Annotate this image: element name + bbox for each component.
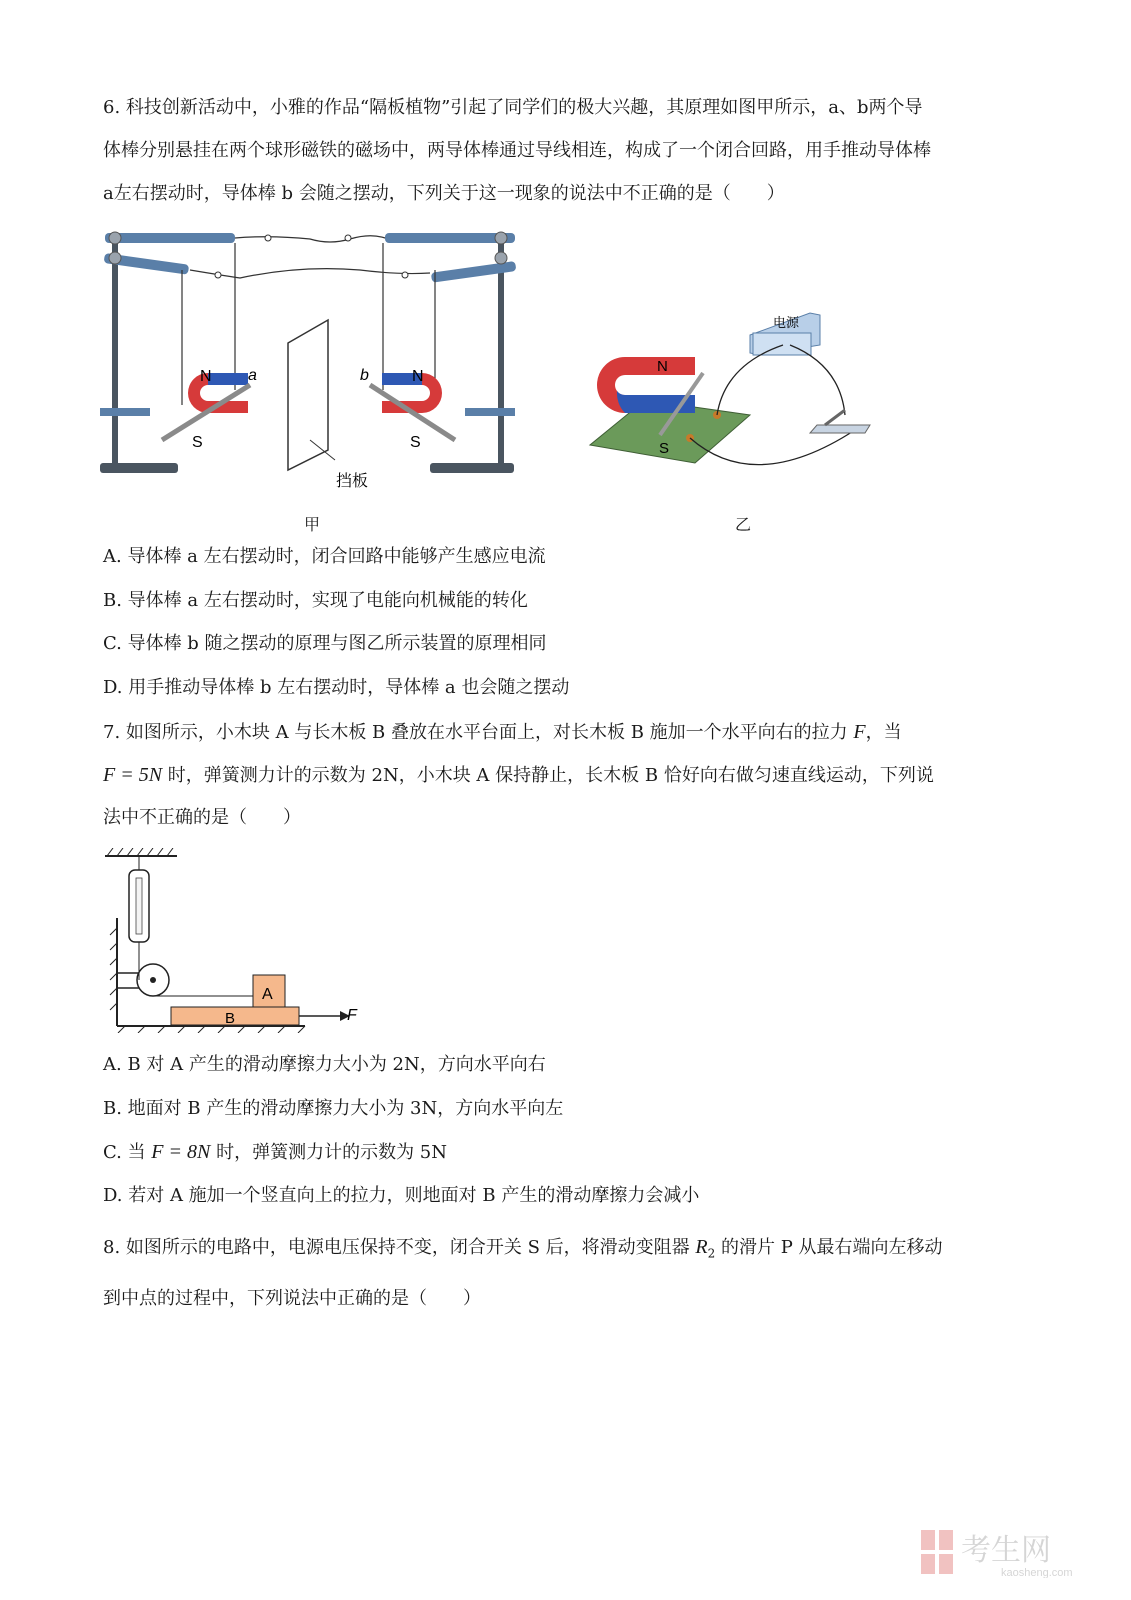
- q7-force-symbol: F: [853, 721, 866, 743]
- q6-option-b: B. 导体棒 a 左右摆动时，实现了电能向机械能的转化: [103, 590, 528, 611]
- q7-line-2-text: 时，弹簧测力计的示数为 2N，小木块 A 保持静止，长木板 B 恰好向右做匀速直线运动，下列说: [162, 765, 934, 786]
- q7-option-c: [103, 1140, 447, 1165]
- q6-line-2: 体棒分别悬挂在两个球形磁铁的磁场中，两导体棒通过导线相连，构成了一个闭合回路，用手推动导体棒: [103, 140, 931, 161]
- q6-option-c: C. 导体棒 b 随之摆动的原理与图乙所示装置的原理相同: [103, 633, 547, 654]
- figure-q7: [105, 848, 375, 1033]
- q7-option-c-equation: F = 8N: [151, 1141, 211, 1163]
- q7-label-b: B: [225, 1010, 236, 1027]
- jia-label-a: a: [248, 367, 257, 384]
- q8-line-1-text-a: 8. 如图所示的电路中，电源电压保持不变，闭合开关 S 后，将滑动变阻器: [103, 1237, 696, 1258]
- yi-power-label: 电源: [773, 315, 800, 330]
- jia-label-n-left: N: [200, 368, 212, 385]
- caption-jia: 甲: [304, 515, 321, 534]
- caption-yi: 乙: [735, 515, 752, 534]
- q7-label-a: A: [262, 986, 273, 1003]
- q7-label-f: F: [347, 1007, 357, 1024]
- jia-label-s-left: S: [192, 434, 203, 451]
- q8-resistor-symbol: R: [695, 1236, 708, 1258]
- watermark-logo: [921, 1526, 1091, 1578]
- q8-line-2: 到中点的过程中，下列说法中正确的是（ ）: [103, 1288, 481, 1309]
- q7-line-1: [103, 720, 902, 745]
- jia-label-s-right: S: [410, 434, 421, 451]
- figure-yi: [585, 305, 875, 470]
- q7-option-c-text-a: C. 当: [103, 1142, 152, 1163]
- jia-label-b: b: [360, 367, 369, 384]
- q7-line-1-text-a: 7. 如图所示，小木块 A 与长木板 B 叠放在水平台面上，对长木板 B 施加一个水平向右的拉力: [103, 722, 854, 743]
- q8-line-1-text-b: 的滑片 P 从最右端向左移动: [715, 1237, 943, 1258]
- q7-line-1-text-b: ，当: [865, 722, 902, 743]
- q6-option-d: D. 用手推动导体棒 b 左右摆动时，导体棒 a 也会随之摆动: [103, 677, 570, 698]
- q8-line-1: [103, 1235, 943, 1266]
- yi-label-s: S: [659, 440, 670, 457]
- figure-jia: [100, 225, 530, 495]
- q7-option-d: D. 若对 A 施加一个竖直向上的拉力，则地面对 B 产生的滑动摩擦力会减小: [103, 1185, 700, 1206]
- q8-resistor-subscript: 2: [707, 1246, 716, 1261]
- yi-label-n: N: [657, 358, 668, 375]
- q7-equation-f5: F = 5N: [103, 764, 163, 786]
- q7-line-2: [103, 763, 934, 788]
- q7-option-b: B. 地面对 B 产生的滑动摩擦力大小为 3N，方向水平向左: [103, 1098, 564, 1119]
- q6-line-3: a左右摆动时，导体棒 b 会随之摆动，下列关于这一现象的说法中不正确的是（ ）: [103, 183, 785, 204]
- q7-line-3: 法中不正确的是（ ）: [103, 807, 301, 828]
- q7-option-a: A. B 对 A 产生的滑动摩擦力大小为 2N，方向水平向右: [103, 1054, 546, 1075]
- q6-option-a: A. 导体棒 a 左右摆动时，闭合回路中能够产生感应电流: [103, 546, 546, 567]
- q7-option-c-text-b: 时，弹簧测力计的示数为 5N: [210, 1142, 448, 1163]
- watermark-text: 考生网: [961, 1534, 1051, 1567]
- q6-line-1: 6. 科技创新活动中，小雅的作品“隔板植物”引起了同学们的极大兴趣，其原理如图甲所示，a、b两个导: [103, 97, 923, 118]
- jia-label-n-right: N: [412, 368, 424, 385]
- jia-label-baffle: 挡板: [336, 473, 369, 490]
- watermark-url: kaosheng.com: [1001, 1567, 1073, 1578]
